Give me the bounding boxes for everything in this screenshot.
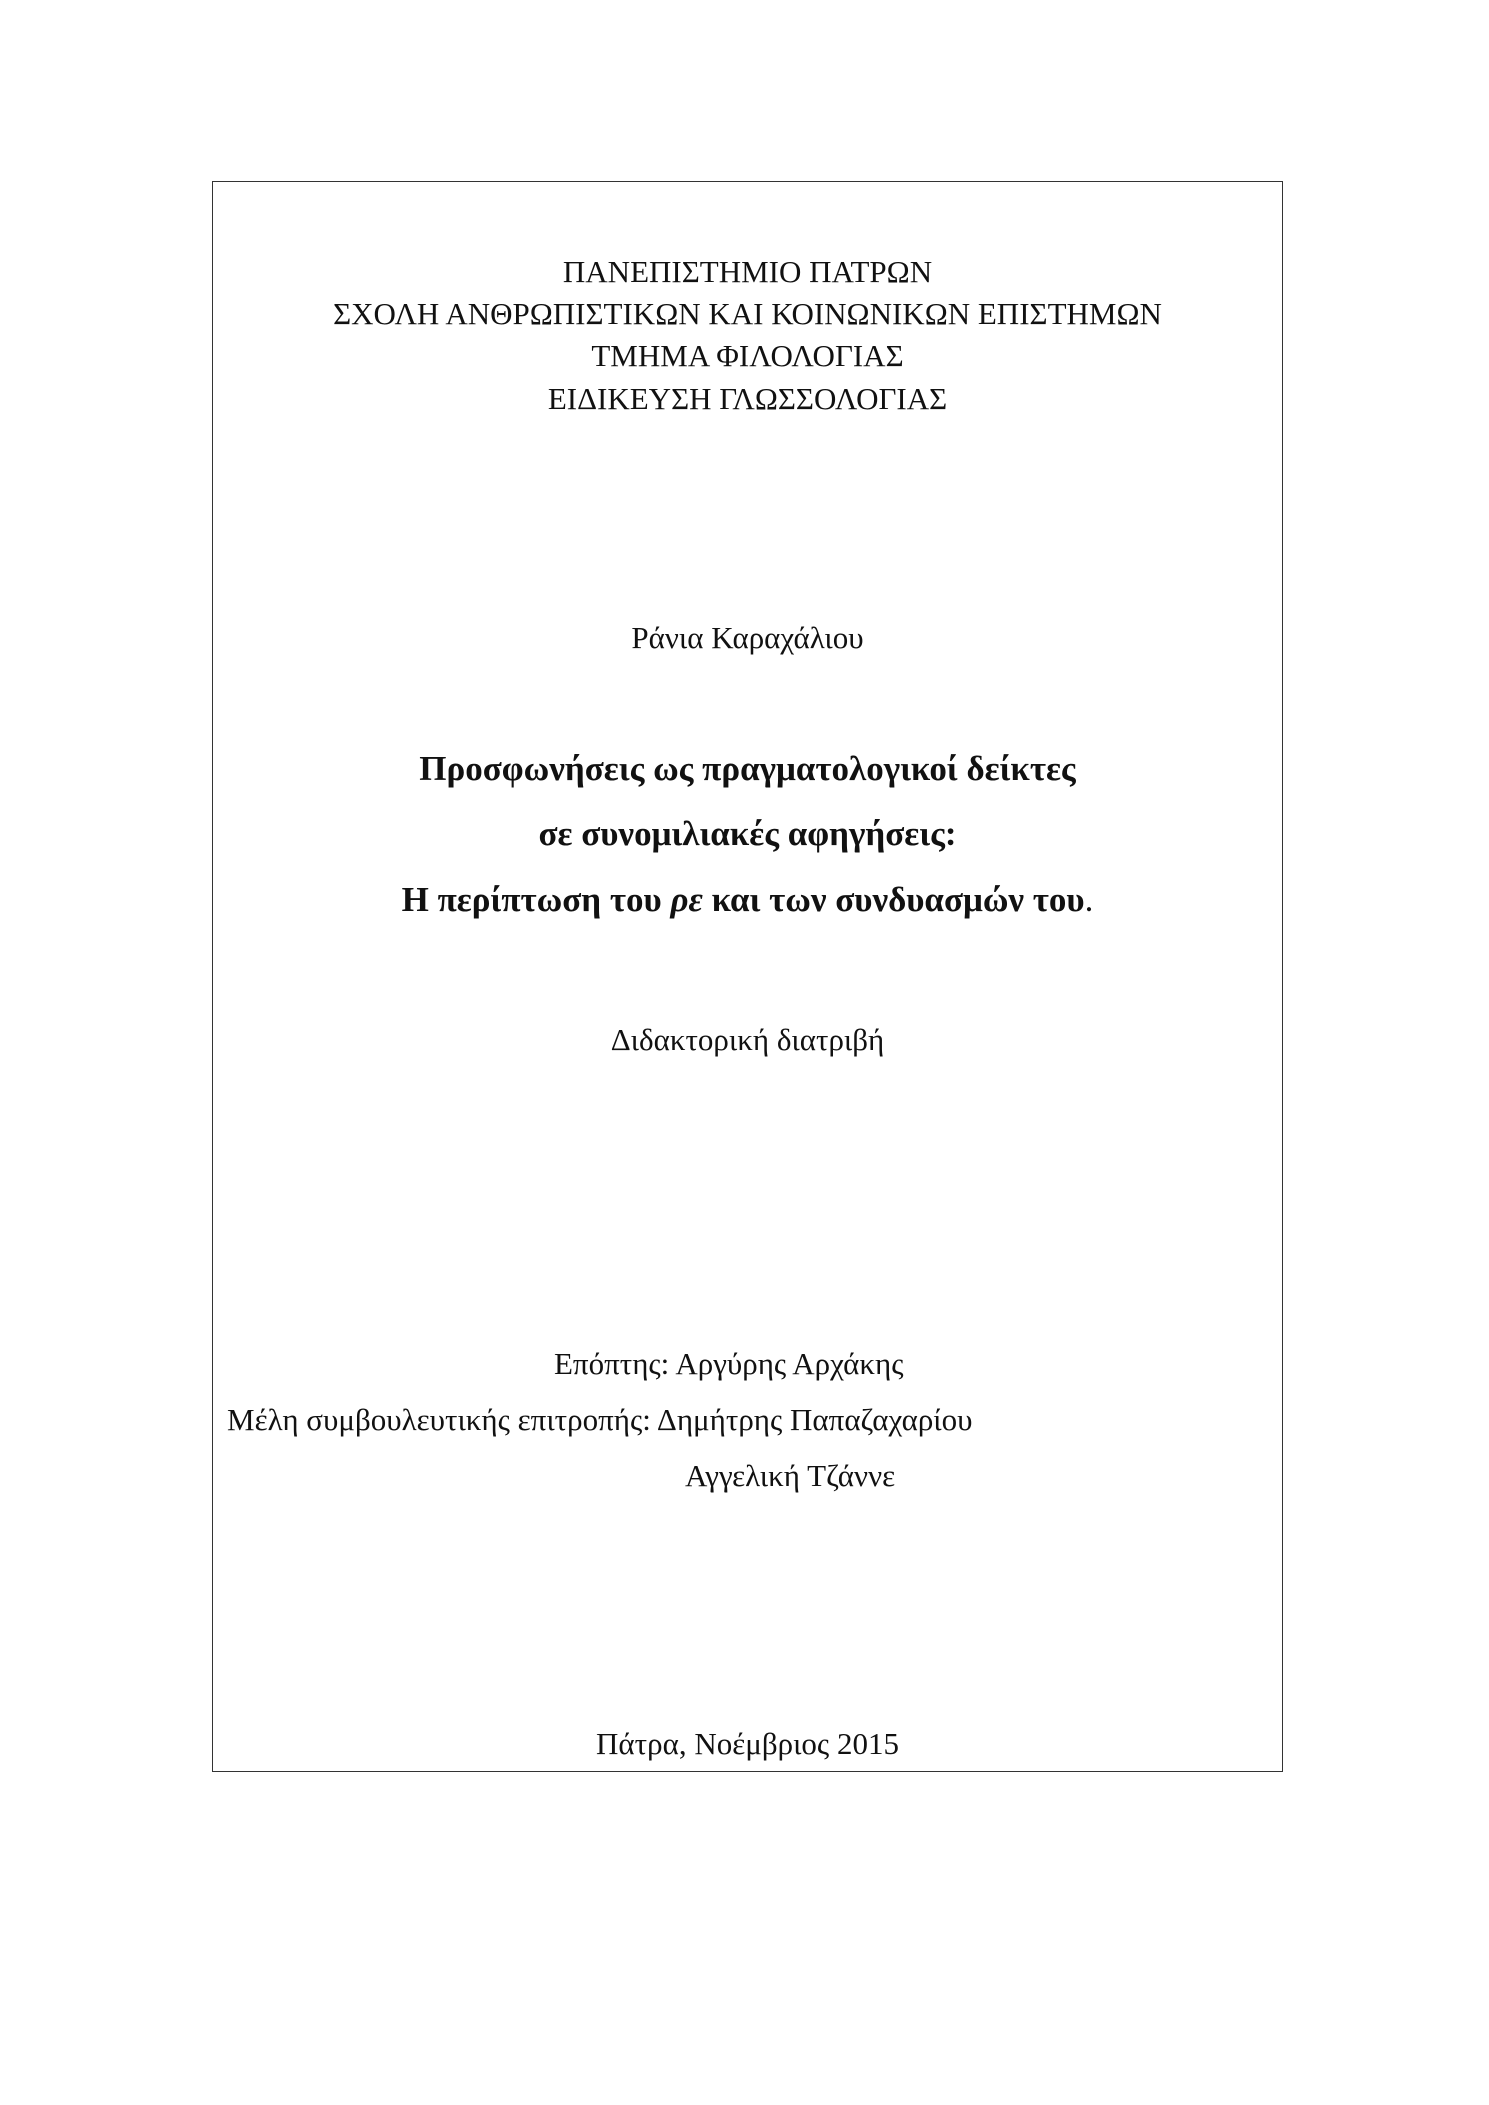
title-line-3-end: . (1084, 880, 1094, 919)
thesis-title-line-2: σε συνομιλιακές αφηγήσεις: (538, 814, 957, 853)
thesis-title-line-3 (213, 882, 1282, 917)
university-name: ΠΑΝΕΠΙΣΤΗΜΙΟ ΠΑΤΡΩΝ (562, 254, 933, 289)
committee-members-label: Μέλη συμβουλευτικής επιτροπής: (227, 1402, 651, 1437)
document-type: Διδακτορική διατριβή (610, 1022, 885, 1057)
school-name: ΣΧΟΛΗ ΑΝΘΡΩΠΙΣΤΙΚΩΝ ΚΑΙ ΚΟΙΝΩΝΙΚΩΝ ΕΠΙΣΤΗΜΩΝ (333, 296, 1162, 331)
author-name: Ράνια Καραχάλιου (631, 620, 864, 655)
thesis-title-line-1: Προσφωνήσεις ως πραγματολογικοί δείκτες (419, 749, 1076, 788)
specialization-name: ΕΙΔΙΚΕΥΣΗ ΓΛΩΣΣΟΛΟΓΙΑΣ (547, 381, 948, 416)
committee-member-1: Δημήτρης Παπαζαχαρίου (656, 1402, 973, 1437)
committee-members-line (227, 1404, 973, 1435)
title-line-3-pre: Η περίπτωση του (401, 880, 671, 919)
supervisor-label: Επόπτης: (554, 1346, 670, 1381)
committee-member-2: Αγγελική Τζάννε (685, 1458, 896, 1493)
place-date: Πάτρα, Νοέμβριος 2015 (596, 1726, 899, 1761)
supervisor-line (554, 1348, 904, 1379)
title-page-frame (212, 181, 1283, 1772)
department-name: ΤΜΗΜΑ ΦΙΛΟΛΟΓΙΑΣ (591, 338, 904, 373)
title-line-3-post: και των συνδυασμών του (702, 880, 1085, 919)
supervisor-name: Αργύρης Αρχάκης (675, 1346, 904, 1381)
title-line-3-italic: ρε (670, 880, 703, 919)
